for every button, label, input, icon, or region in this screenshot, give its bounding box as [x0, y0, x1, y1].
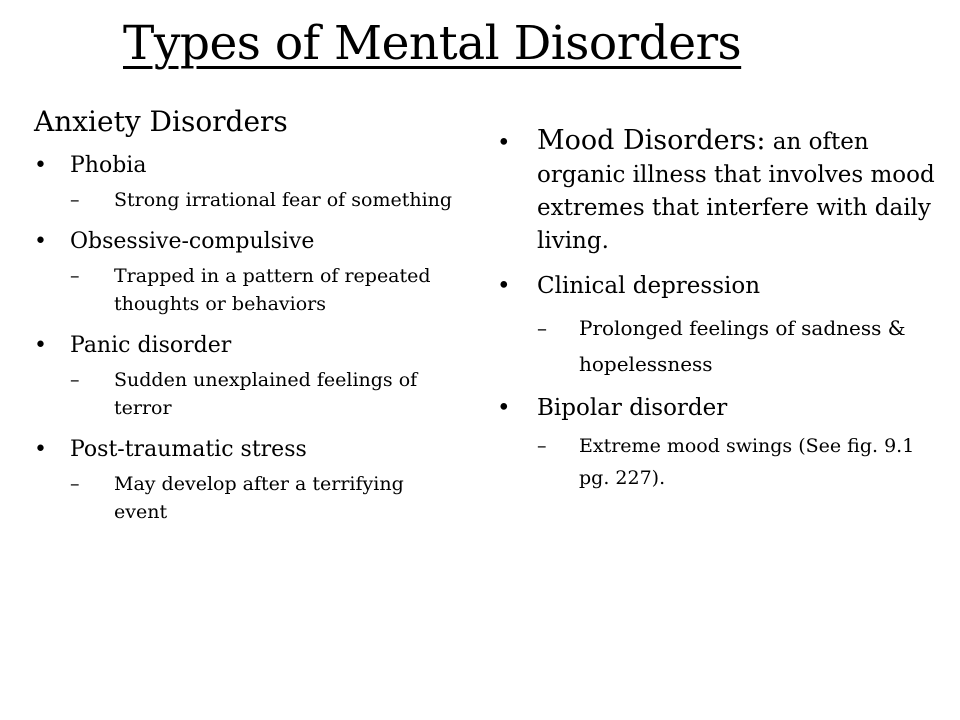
- bullet-icon: •: [34, 229, 47, 254]
- obsessive-compulsive-description: [70, 262, 454, 318]
- list-item-post-traumatic-stress: [34, 432, 454, 526]
- clinical-depression-label: Clinical depression: [537, 273, 761, 299]
- mood-disorders-text: [537, 125, 935, 254]
- slide-title: Types of Mental Disorders: [123, 16, 742, 71]
- anxiety-list: [34, 148, 454, 526]
- left-column: [34, 100, 454, 536]
- anxiety-disorders-heading: Anxiety Disorders: [34, 105, 288, 138]
- phobia-description: [70, 186, 454, 214]
- dash-icon: –: [70, 369, 80, 391]
- mood-disorders-description: an often organic illness that involves mood extremes that interfere with daily living.: [537, 129, 935, 254]
- bipolar-disorder-description: [537, 430, 937, 494]
- mood-disorders-label: Mood Disorders:: [537, 125, 766, 156]
- dash-icon: –: [537, 435, 547, 457]
- list-item-panic-disorder: [34, 328, 454, 422]
- post-traumatic-stress-label: Post-traumatic stress: [70, 437, 307, 462]
- post-traumatic-stress-description: [70, 470, 454, 526]
- bullet-icon: •: [34, 437, 47, 462]
- mood-list: [497, 124, 937, 494]
- list-item-bipolar-disorder: [497, 390, 937, 494]
- clinical-depression-description: [537, 310, 937, 382]
- post-traumatic-stress-sub-text: May develop after a terrifying event: [114, 473, 404, 523]
- list-item-clinical-depression: [497, 268, 937, 382]
- obsessive-compulsive-label: Obsessive-compulsive: [70, 229, 315, 254]
- list-item-phobia: [34, 148, 454, 214]
- panic-disorder-description: [70, 366, 454, 422]
- phobia-label: Phobia: [70, 153, 147, 178]
- bullet-icon: •: [497, 130, 511, 156]
- clinical-depression-sub-text: Prolonged feelings of sadness & hopelessness: [579, 316, 906, 376]
- right-column: [497, 124, 937, 502]
- panic-disorder-label: Panic disorder: [70, 333, 232, 358]
- list-item-mood-disorders: [497, 124, 937, 258]
- dash-icon: –: [70, 265, 80, 287]
- bullet-icon: •: [34, 333, 47, 358]
- bullet-icon: •: [497, 273, 511, 299]
- bullet-icon: •: [34, 153, 47, 178]
- phobia-sub-text: Strong irrational fear of something: [114, 189, 453, 211]
- dash-icon: –: [537, 316, 547, 340]
- dash-icon: –: [70, 189, 80, 211]
- bipolar-disorder-label: Bipolar disorder: [537, 395, 728, 421]
- list-item-obsessive-compulsive: [34, 224, 454, 318]
- obsessive-compulsive-sub-text: Trapped in a pattern of repeated thoughts or behaviors: [114, 265, 431, 315]
- bipolar-disorder-sub-text: Extreme mood swings (See fig. 9.1 pg. 227).: [579, 435, 915, 489]
- panic-disorder-sub-text: Sudden unexplained feelings of terror: [114, 369, 418, 419]
- dash-icon: –: [70, 473, 80, 495]
- bullet-icon: •: [497, 395, 511, 421]
